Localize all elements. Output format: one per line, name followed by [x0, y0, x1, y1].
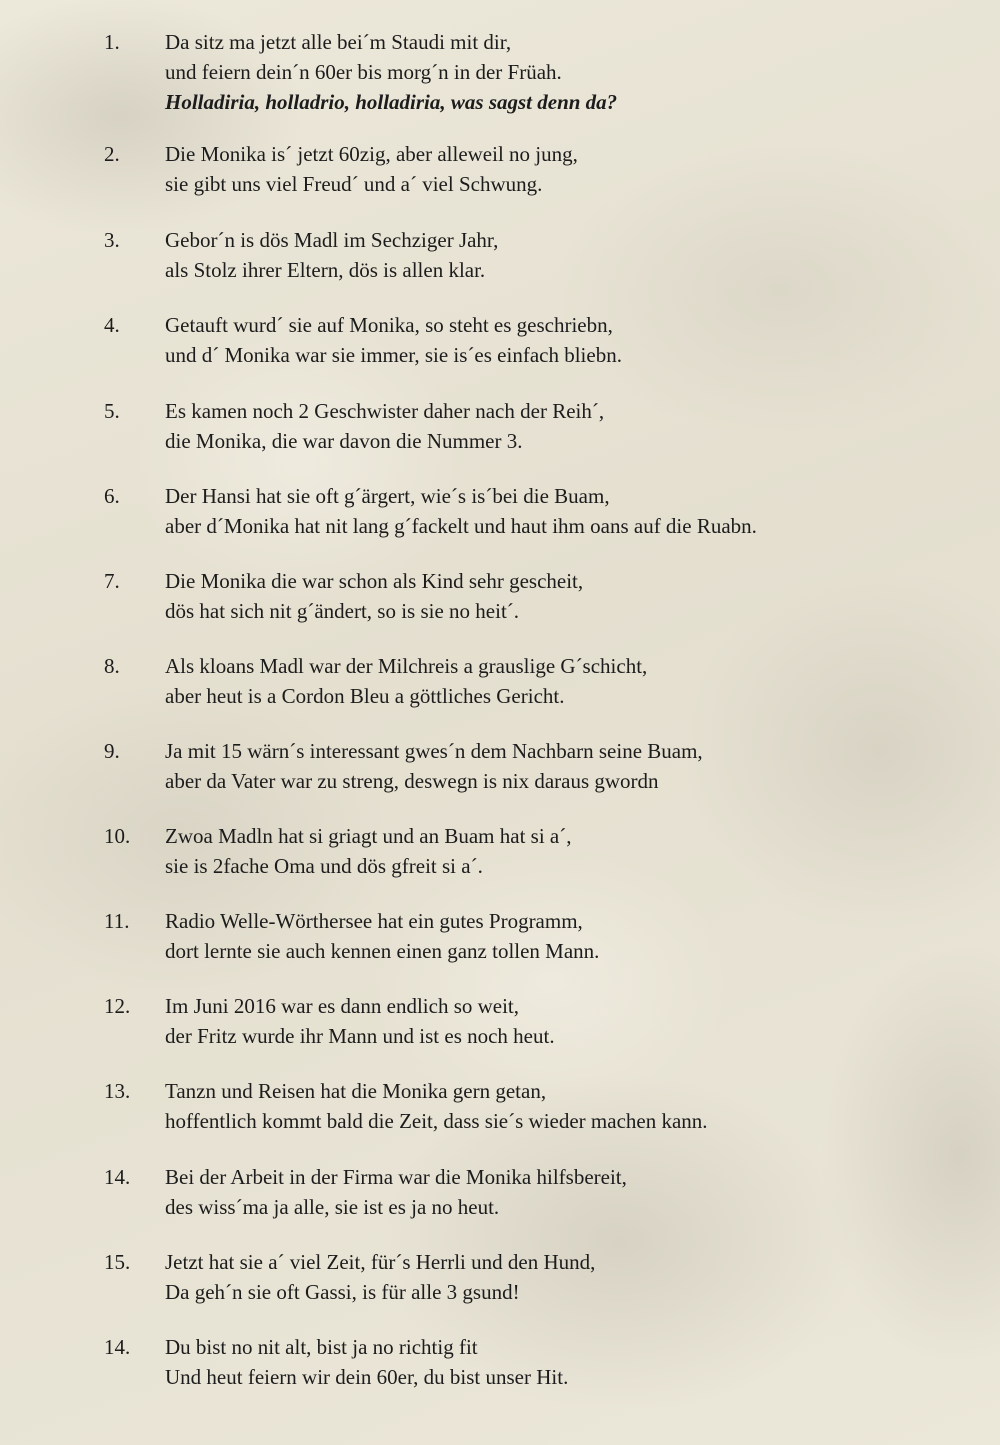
verse-number: 11.	[104, 909, 130, 933]
verse-number: 6.	[104, 484, 120, 508]
verse-line: Es kamen noch 2 Geschwister daher nach der Reih´,	[165, 399, 605, 423]
verse-line: und d´ Monika war sie immer, sie is´es einfach bliebn.	[165, 343, 622, 367]
verse-number: 8.	[104, 654, 120, 678]
verse-line: Und heut feiern wir dein 60er, du bist unser Hit.	[165, 1365, 569, 1389]
verse-line: Der Hansi hat sie oft g´ärgert, wie´s is´bei die Buam,	[165, 484, 610, 508]
verse-number: 14.	[104, 1165, 131, 1189]
verse-line: aber da Vater war zu streng, deswegn is nix daraus gwordn	[165, 769, 659, 793]
verse-line: Ja mit 15 wärn´s interessant gwes´n dem Nachbarn seine Buam,	[165, 739, 703, 763]
verse-line: sie is 2fache Oma und dös gfreit si a´.	[165, 854, 483, 878]
verse-line: Da sitz ma jetzt alle bei´m Staudi mit dir,	[165, 30, 512, 54]
verse-line: Jetzt hat sie a´ viel Zeit, für´s Herrli und den Hund,	[165, 1250, 596, 1274]
verse-line: Getauft wurd´ sie auf Monika, so steht es geschriebn,	[165, 313, 613, 337]
verse-line: Radio Welle-Wörthersee hat ein gutes Programm,	[165, 909, 583, 933]
verse-line: der Fritz wurde ihr Mann und ist es noch heut.	[165, 1024, 555, 1048]
verse-number: 13.	[104, 1079, 131, 1103]
verse-line: Als kloans Madl war der Milchreis a grauslige G´schicht,	[165, 654, 648, 678]
verse-line: Tanzn und Reisen hat die Monika gern getan,	[165, 1079, 547, 1103]
refrain-line: Holladiria, holladrio, holladiria, was sagst denn da?	[165, 90, 618, 114]
verse-line: hoffentlich kommt bald die Zeit, dass sie´s wieder machen kann.	[165, 1109, 708, 1133]
verse-number: 3.	[104, 228, 120, 252]
verse-line: Zwoa Madln hat si griagt und an Buam hat si a´,	[165, 824, 572, 848]
verse-number: 5.	[104, 399, 120, 423]
verse-line: die Monika, die war davon die Nummer 3.	[165, 429, 523, 453]
verse-line: Gebor´n is dös Madl im Sechziger Jahr,	[165, 228, 499, 252]
verse-line: Da geh´n sie oft Gassi, is für alle 3 gsund!	[165, 1280, 520, 1304]
verse-line: dös hat sich nit g´ändert, so is sie no heit´.	[165, 599, 520, 623]
verse-line: des wiss´ma ja alle, sie ist es ja no heut.	[165, 1195, 500, 1219]
verse-line: sie gibt uns viel Freud´ und a´ viel Schwung.	[165, 172, 543, 196]
verse-line: und feiern dein´n 60er bis morg´n in der Früah.	[165, 60, 562, 84]
verse-line: Die Monika die war schon als Kind sehr gescheit,	[165, 569, 584, 593]
verse-line: aber d´Monika hat nit lang g´fackelt und haut ihm oans auf die Ruabn.	[165, 514, 757, 538]
verse-line: als Stolz ihrer Eltern, dös is allen klar.	[165, 258, 486, 282]
verse-number: 2.	[104, 142, 120, 166]
verse-number: 15.	[104, 1250, 131, 1274]
verse-line: Die Monika is´ jetzt 60zig, aber alleweil no jung,	[165, 142, 578, 166]
verse-number: 14.	[104, 1335, 131, 1359]
verse-number: 12.	[104, 994, 131, 1018]
verse-number: 10.	[104, 824, 131, 848]
verse-line: dort lernte sie auch kennen einen ganz tollen Mann.	[165, 939, 600, 963]
verse-number: 4.	[104, 313, 120, 337]
verse-number: 9.	[104, 739, 120, 763]
verse-number: 1.	[104, 30, 120, 54]
verse-line: aber heut is a Cordon Bleu a göttliches Gericht.	[165, 684, 565, 708]
verse-number: 7.	[104, 569, 120, 593]
verse-line: Im Juni 2016 war es dann endlich so weit,	[165, 994, 520, 1018]
verse-line: Du bist no nit alt, bist ja no richtig fit	[165, 1335, 478, 1359]
verse-line: Bei der Arbeit in der Firma war die Monika hilfsbereit,	[165, 1165, 627, 1189]
